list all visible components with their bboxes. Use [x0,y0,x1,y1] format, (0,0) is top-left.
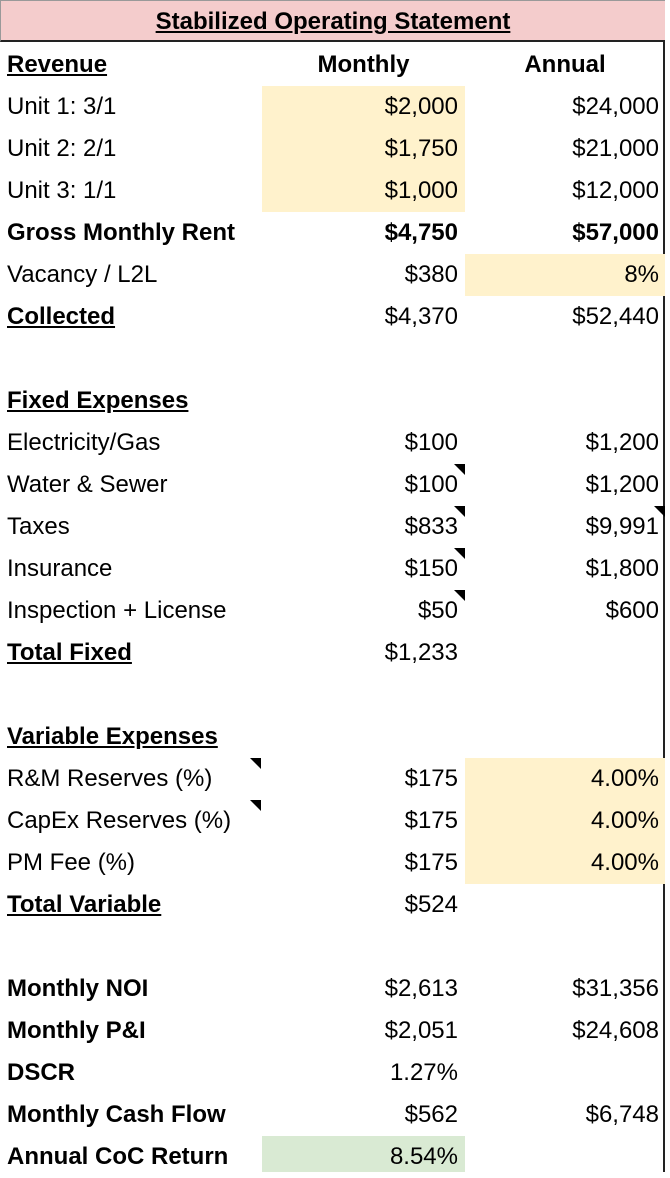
row-label[interactable]: CapEx Reserves (%) [7,807,232,834]
table-row [0,548,665,590]
row-label[interactable]: DSCR [7,1059,76,1086]
monthly-cell[interactable]: $2,613 [384,975,458,1002]
annual-cell[interactable]: $21,000 [572,135,659,162]
monthly-cell[interactable]: $4,750 [384,219,458,246]
row-label[interactable]: Unit 2: 2/1 [7,135,117,162]
table-row [0,800,665,842]
annual-cell[interactable]: $9,991 [585,513,659,540]
row-label[interactable]: Collected [7,303,116,330]
monthly-cell[interactable]: $2,000 [262,86,465,128]
row-label[interactable]: Insurance [7,555,113,582]
row-label[interactable]: Total Fixed [7,639,132,666]
monthly-cell[interactable]: 8.54% [262,1136,465,1172]
table-row [0,128,665,170]
table-row [0,884,665,926]
monthly-cell[interactable]: $2,051 [384,1017,458,1044]
section-heading-row [0,716,665,758]
row-label[interactable]: R&M Reserves (%) [7,765,213,792]
monthly-cell[interactable]: $50 [417,597,458,624]
revenue-heading[interactable]: Revenue [7,51,108,78]
table-row [0,1136,665,1172]
monthly-cell[interactable]: $175 [404,765,458,792]
row-label[interactable]: Electricity/Gas [7,429,161,456]
annual-cell[interactable]: $6,748 [585,1101,659,1128]
monthly-cell[interactable]: $1,750 [262,128,465,170]
table-row [0,506,665,548]
table-row [0,422,665,464]
annual-cell[interactable]: $52,440 [572,303,659,330]
row-label[interactable]: Unit 1: 3/1 [7,93,117,120]
table-row [0,296,665,338]
annual-cell[interactable]: $31,356 [572,975,659,1002]
table-row [0,632,665,674]
monthly-cell[interactable]: $1,233 [384,639,458,666]
comment-indicator-icon[interactable] [250,800,261,811]
table-row [0,212,665,254]
annual-cell[interactable]: $1,200 [585,471,659,498]
row-label[interactable]: Annual CoC Return [7,1143,229,1170]
table-row [0,170,665,212]
row-label[interactable]: PM Fee (%) [7,849,136,876]
annual-cell[interactable]: $1,200 [585,429,659,456]
table-row [0,86,665,128]
section-heading-row [0,380,665,422]
row-label[interactable]: Taxes [7,513,70,540]
table-row [0,1010,665,1052]
comment-indicator-icon[interactable] [654,506,665,517]
row-label[interactable]: Inspection + License [7,597,227,624]
monthly-cell[interactable]: $175 [404,849,458,876]
sheet-title[interactable]: Stabilized Operating Statement [0,0,665,42]
monthly-cell[interactable]: 1.27% [389,1059,458,1086]
monthly-cell[interactable]: $100 [404,429,458,456]
monthly-column-header[interactable]: Monthly [317,51,410,78]
comment-indicator-icon[interactable] [454,548,465,559]
row-label[interactable]: Water & Sewer [7,471,168,498]
row-label[interactable]: Gross Monthly Rent [7,219,236,246]
table-row [0,464,665,506]
row-label[interactable]: Vacancy / L2L [7,261,158,288]
monthly-cell[interactable]: $562 [404,1101,458,1128]
table-row [0,590,665,632]
table-row [0,842,665,884]
monthly-cell[interactable]: $175 [404,807,458,834]
annual-cell[interactable]: $600 [605,597,659,624]
monthly-cell[interactable]: $524 [404,891,458,918]
monthly-cell[interactable]: $380 [404,261,458,288]
monthly-cell[interactable]: $1,000 [262,170,465,212]
variable-expenses-heading[interactable]: Variable Expenses [7,723,218,750]
comment-indicator-icon[interactable] [454,464,465,475]
row-label[interactable]: Monthly Cash Flow [7,1101,226,1128]
table-row [0,254,665,296]
fixed-expenses-heading[interactable]: Fixed Expenses [7,387,189,414]
annual-cell[interactable]: 4.00% [465,842,665,884]
table-row [0,968,665,1010]
row-label[interactable]: Total Variable [7,891,162,918]
annual-cell[interactable]: $57,000 [572,219,659,246]
annual-column-header[interactable]: Annual [524,51,606,78]
table-row [0,1094,665,1136]
row-label[interactable]: Monthly NOI [7,975,149,1002]
monthly-cell[interactable]: $100 [404,471,458,498]
annual-cell[interactable]: $1,800 [585,555,659,582]
annual-cell[interactable]: $12,000 [572,177,659,204]
table-row [0,1052,665,1094]
monthly-cell[interactable]: $150 [404,555,458,582]
annual-cell[interactable]: 4.00% [465,758,665,800]
annual-cell[interactable]: $24,608 [572,1017,659,1044]
row-label[interactable]: Monthly P&I [7,1017,146,1044]
annual-cell[interactable]: 8% [465,254,665,296]
row-label[interactable]: Unit 3: 1/1 [7,177,117,204]
comment-indicator-icon[interactable] [250,758,261,769]
comment-indicator-icon[interactable] [454,590,465,601]
monthly-cell[interactable]: $833 [404,513,458,540]
header-row [0,44,665,86]
table-row [0,758,665,800]
annual-cell[interactable]: $24,000 [572,93,659,120]
comment-indicator-icon[interactable] [454,506,465,517]
monthly-cell[interactable]: $4,370 [384,303,458,330]
annual-cell[interactable]: 4.00% [465,800,665,842]
